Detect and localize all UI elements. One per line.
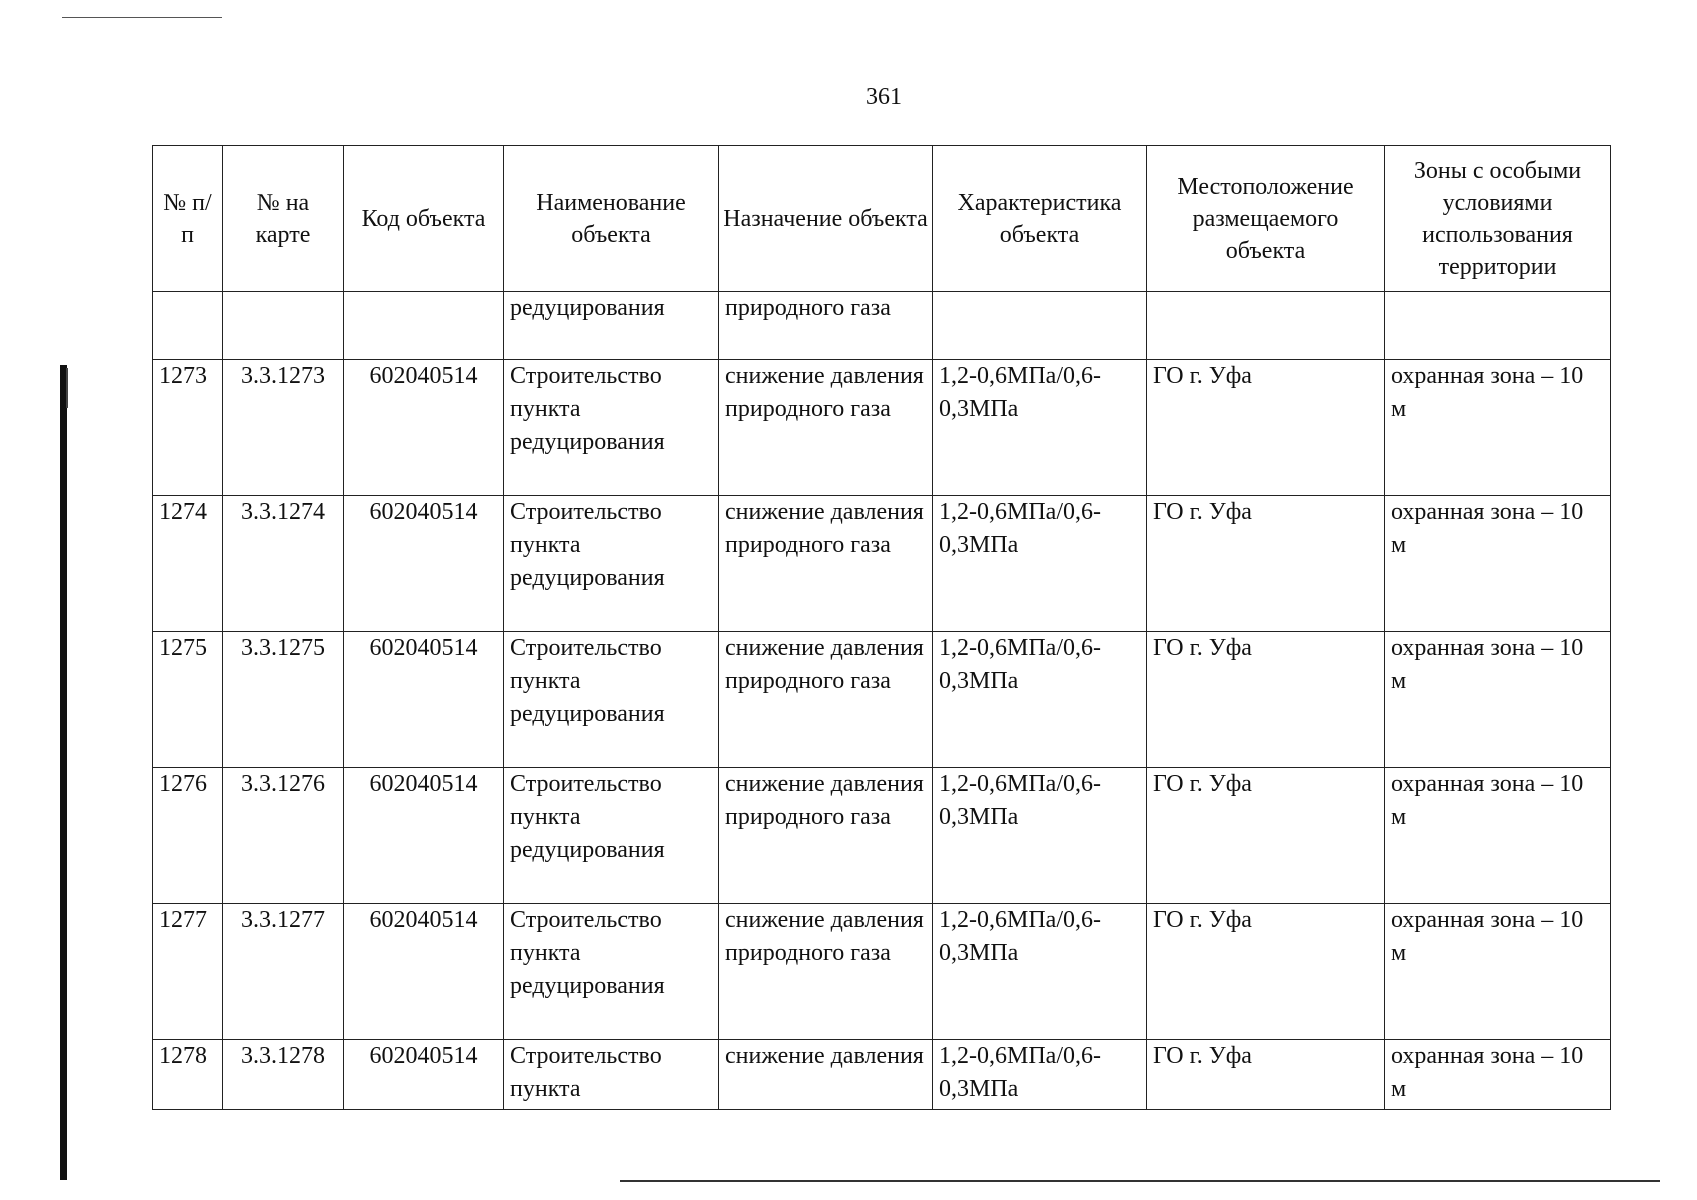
cell-location: ГО г. Уфа — [1147, 496, 1385, 632]
cell-num: 1277 — [153, 904, 223, 1040]
cell-name: Строительство пункта редуцирования — [504, 360, 719, 496]
cell-characteristic: 1,2-0,6МПа/0,6-0,3МПа — [933, 632, 1147, 768]
cell-num: 1278 — [153, 1040, 223, 1110]
table-row — [153, 632, 1611, 768]
table-row — [153, 768, 1611, 904]
cell-name: Строительство пункта редуцирования — [504, 904, 719, 1040]
cell-code: 602040514 — [344, 360, 504, 496]
cell-code: 602040514 — [344, 1040, 504, 1110]
cell-num: 1273 — [153, 360, 223, 496]
table-header-row — [153, 146, 1611, 292]
header-zone: Зоны с особыми условиями использования территории — [1385, 146, 1611, 292]
cell-name: редуцирования — [504, 292, 719, 360]
cell-code: 602040514 — [344, 496, 504, 632]
cell-purpose: природного газа — [719, 292, 933, 360]
cell-location: ГО г. Уфа — [1147, 1040, 1385, 1110]
cell-location: ГО г. Уфа — [1147, 632, 1385, 768]
cell-zone: охранная зона – 10 м — [1385, 1040, 1611, 1110]
scan-artifact-binder-tick — [66, 368, 68, 408]
header-name: Наименование объекта — [504, 146, 719, 292]
scan-artifact-bottom-line — [620, 1180, 1660, 1182]
table-row-continuation — [153, 292, 1611, 360]
header-map-no: № на карте — [223, 146, 344, 292]
cell-code: 602040514 — [344, 632, 504, 768]
cell-zone — [1385, 292, 1611, 360]
cell-location: ГО г. Уфа — [1147, 904, 1385, 1040]
cell-location: ГО г. Уфа — [1147, 768, 1385, 904]
cell-purpose: снижение давления природного газа — [719, 632, 933, 768]
cell-zone: охранная зона – 10 м — [1385, 360, 1611, 496]
cell-name: Строительство пункта редуцирования — [504, 632, 719, 768]
cell-purpose: снижение давления природного газа — [719, 360, 933, 496]
header-code: Код объекта — [344, 146, 504, 292]
cell-characteristic: 1,2-0,6МПа/0,6-0,3МПа — [933, 1040, 1147, 1110]
cell-purpose: снижение давления природного газа — [719, 496, 933, 632]
header-purpose: Назначение объекта — [719, 146, 933, 292]
cell-characteristic — [933, 292, 1147, 360]
cell-characteristic: 1,2-0,6МПа/0,6-0,3МПа — [933, 768, 1147, 904]
cell-num: 1276 — [153, 768, 223, 904]
table-row — [153, 904, 1611, 1040]
cell-map-no: 3.3.1278 — [223, 1040, 344, 1110]
table-row — [153, 496, 1611, 632]
cell-num: 1275 — [153, 632, 223, 768]
cell-purpose: снижение давления природного газа — [719, 904, 933, 1040]
cell-location: ГО г. Уфа — [1147, 360, 1385, 496]
cell-purpose: снижение давления — [719, 1040, 933, 1110]
cell-name: Строительство пункта редуцирования — [504, 496, 719, 632]
cell-map-no: 3.3.1276 — [223, 768, 344, 904]
table-row — [153, 360, 1611, 496]
cell-map-no: 3.3.1273 — [223, 360, 344, 496]
cell-zone: охранная зона – 10 м — [1385, 904, 1611, 1040]
header-location: Местоположение размещаемого объекта — [1147, 146, 1385, 292]
objects-table — [152, 145, 1611, 1110]
cell-map-no: 3.3.1275 — [223, 632, 344, 768]
cell-num: 1274 — [153, 496, 223, 632]
cell-characteristic: 1,2-0,6МПа/0,6-0,3МПа — [933, 496, 1147, 632]
cell-characteristic: 1,2-0,6МПа/0,6-0,3МПа — [933, 904, 1147, 1040]
page-number: 361 — [866, 84, 902, 110]
cell-location — [1147, 292, 1385, 360]
cell-zone: охранная зона – 10 м — [1385, 768, 1611, 904]
cell-name: Строительство пункта редуцирования — [504, 768, 719, 904]
table-row — [153, 1040, 1611, 1110]
cell-code: 602040514 — [344, 768, 504, 904]
cell-num — [153, 292, 223, 360]
cell-map-no — [223, 292, 344, 360]
scan-artifact-binder-edge — [60, 365, 67, 1180]
cell-characteristic: 1,2-0,6МПа/0,6-0,3МПа — [933, 360, 1147, 496]
cell-zone: охранная зона – 10 м — [1385, 496, 1611, 632]
cell-map-no: 3.3.1274 — [223, 496, 344, 632]
cell-code — [344, 292, 504, 360]
header-characteristic: Характеристика объекта — [933, 146, 1147, 292]
header-num: № п/п — [153, 146, 223, 292]
cell-name: Строительство пункта — [504, 1040, 719, 1110]
cell-map-no: 3.3.1277 — [223, 904, 344, 1040]
cell-code: 602040514 — [344, 904, 504, 1040]
scan-artifact-top-line — [62, 17, 222, 18]
cell-zone: охранная зона – 10 м — [1385, 632, 1611, 768]
cell-purpose: снижение давления природного газа — [719, 768, 933, 904]
